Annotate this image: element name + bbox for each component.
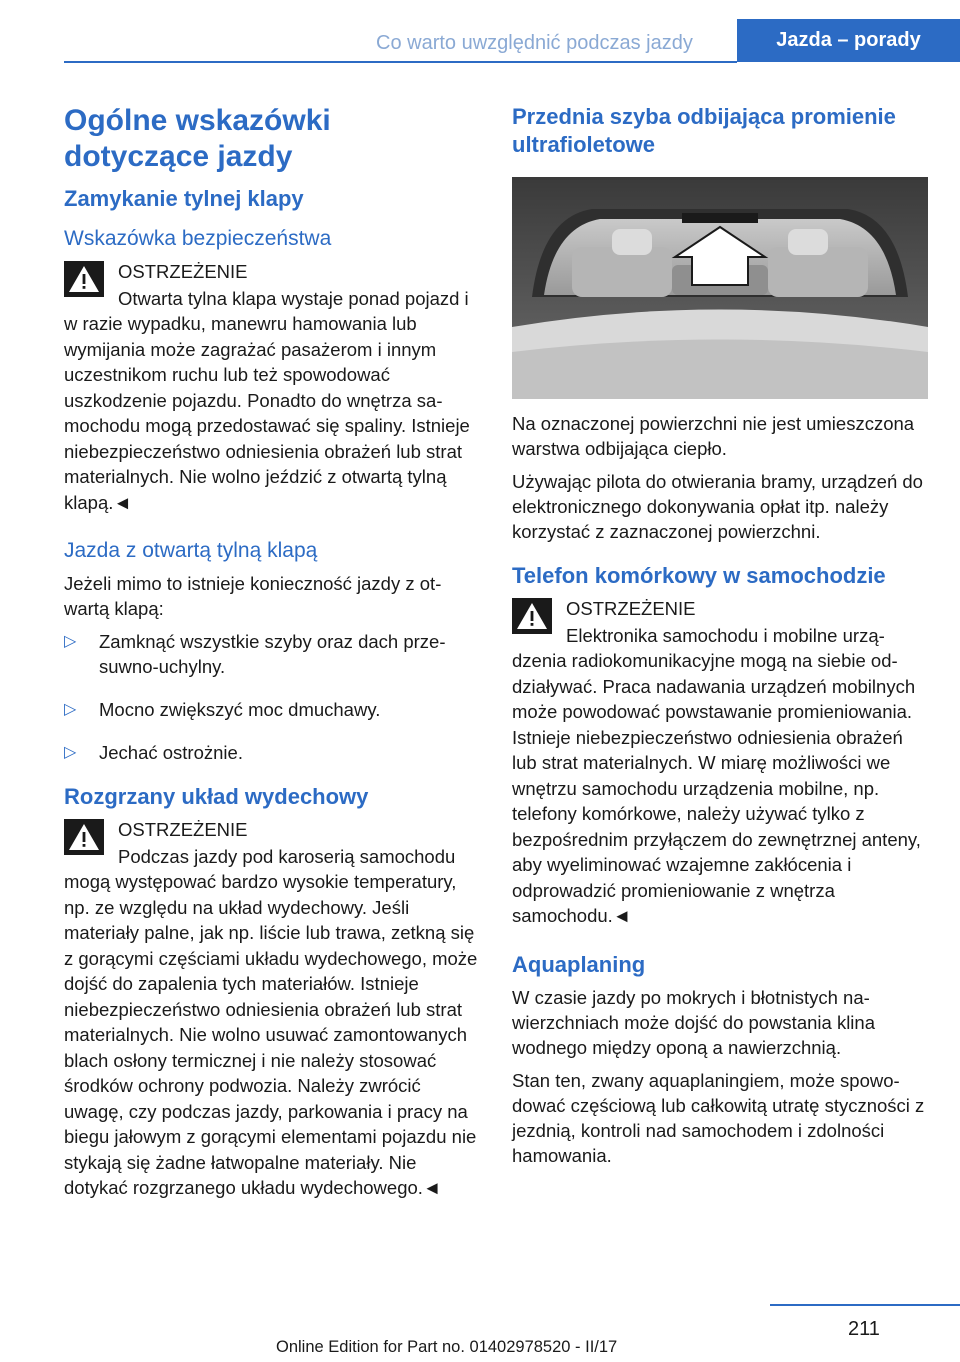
page-number: 211 bbox=[848, 1318, 880, 1340]
list-item: ▷ Jechać ostrożnie. bbox=[64, 742, 243, 763]
warning-tailgate bbox=[64, 259, 480, 515]
heading-tailgate: Zamykanie tylnej klapy bbox=[64, 186, 304, 211]
instruction-list bbox=[64, 629, 480, 765]
bullet-triangle-icon: ▷ bbox=[64, 701, 77, 718]
windshield-illustration bbox=[512, 177, 928, 399]
aquaplaning-paragraph-1: W czasie jazdy po mokrych i błotnistych nawierzchniach może dojść do powstania klina wodnego między oponą a nawierzchnią. bbox=[512, 986, 875, 1058]
page-title: Ogólne wskazówki dotyczące jazdy bbox=[64, 104, 331, 173]
heading-aquaplaning: Aquaplaning bbox=[512, 951, 646, 977]
warning-label: OSTRZEŻENIE bbox=[118, 819, 248, 840]
left-column bbox=[64, 95, 480, 1215]
open-tailgate-intro: Jeżeli mimo to istnieje konieczność jazdy z otwartą klapą: bbox=[64, 573, 442, 619]
warning-triangle-icon bbox=[512, 598, 552, 634]
windshield-paragraph-1: Na oznaczonej powierzchni nie jest umieszczona warstwa odbijająca ciepło. bbox=[512, 413, 915, 459]
warning-text: Elektronika samochodu i mobilne urządzenia radiokomunikacyjne mogą na siebie oddziaływać. Praca nadawania urządzeń mobilnych może powodować powstawanie promieniowania. Istnieje niebezpieczeństwo odniesienia obrażeń lub strat materialnych. W miarę możliwości we wnętrzu samochodu urządzenia mobilne, np. telefony komórkowe, należy używać tylko z bezpośrednim przyłączem do zewnętrznej anteny, aby wyeliminować wzajemne zakłócenia i odprowadzić promieniowanie z wnętrza samochodu.◄ bbox=[512, 624, 921, 926]
header-rule bbox=[64, 61, 737, 63]
warning-triangle-icon bbox=[64, 261, 104, 297]
heading-exhaust: Rozgrzany układ wydechowy bbox=[64, 784, 369, 809]
bullet-triangle-icon: ▷ bbox=[64, 744, 77, 761]
heading-safety-note: Wskazówka bezpieczeństwa bbox=[64, 227, 332, 250]
warning-text: Otwarta tylna klapa wystaje ponad pojazd i w razie wypadku, manewru hamowania lub wymijania może zagrażać pasażerom i innym uczestnikom ruchu lub też spowodować uszkodzenie pojazdu. Ponadto do wnętrza samochodu mogą przedostawać się spaliny. Istnieje niebezpieczeństwo odniesienia obrażeń lub strat materialnych. Nie wolno jeździć z otwartą tylną klapą.◄ bbox=[64, 287, 470, 513]
windshield-paragraph-2: Używając pilota do otwierania bramy, urządzeń do elektronicznego dokonywania opłat itp. należy korzystać z zaznaczonej powierzchni. bbox=[512, 471, 923, 542]
heading-open-tailgate: Jazda z otwartą tylną klapą bbox=[64, 539, 318, 562]
edition-note: Online Edition for Part no. 01402978520 - II/17 bbox=[276, 1338, 618, 1356]
chapter-tab: Jazda – porady bbox=[737, 19, 960, 62]
warning-triangle-icon bbox=[64, 819, 104, 855]
right-column bbox=[512, 95, 928, 1176]
running-header-section: Co warto uwzględnić podczas jazdy bbox=[376, 32, 693, 54]
footer-rule bbox=[770, 1304, 960, 1306]
warning-exhaust bbox=[64, 817, 480, 1201]
list-item: ▷ Zamknąć wszystkie szyby oraz dach przesuwno-uchylny. bbox=[64, 631, 446, 677]
aquaplaning-paragraph-2: Stan ten, zwany aquaplaningiem, może spowodować częściową lub całkowitą utratę styczności z jezdnią, kontroli nad samochodem i zdolności hamowania. bbox=[512, 1069, 925, 1166]
heading-windshield: Przednia szyba odbijająca promienie ultrafioletowe bbox=[512, 104, 896, 157]
warning-label: OSTRZEŻENIE bbox=[118, 261, 248, 282]
warning-label: OSTRZEŻENIE bbox=[566, 598, 696, 619]
warning-text: Podczas jazdy pod karoserią samochodu mogą występować bardzo wysokie temperatury, np. ze względu na układ wydechowy. Jeśli materiały palne, jak np. liście lub trawa, zetkną się z gorącymi częściami układu wydechowego, może dojść do zapalenia tych materiałów. Istnieje niebezpieczeństwo odniesienia obrażeń lub strat materialnych. Nie wolno usuwać zamontowanych blach osłony termicznej i nie należy stosować środków ochrony podwozia. Należy zwrócić uwagę, czy podczas jazdy, parkowania i pracy na biegu jałowym z gorącymi elementami pojazdu nie stykają się żadne łatwopalne materiały. Nie dotykać rozgrzanego układu wydechowego.◄ bbox=[64, 845, 478, 1198]
heading-mobile-phone: Telefon komórkowy w samochodzie bbox=[512, 563, 886, 588]
warning-mobile-phone bbox=[512, 596, 928, 929]
bullet-triangle-icon: ▷ bbox=[64, 633, 77, 650]
list-item: ▷ Mocno zwiększyć moc dmuchawy. bbox=[64, 699, 381, 720]
